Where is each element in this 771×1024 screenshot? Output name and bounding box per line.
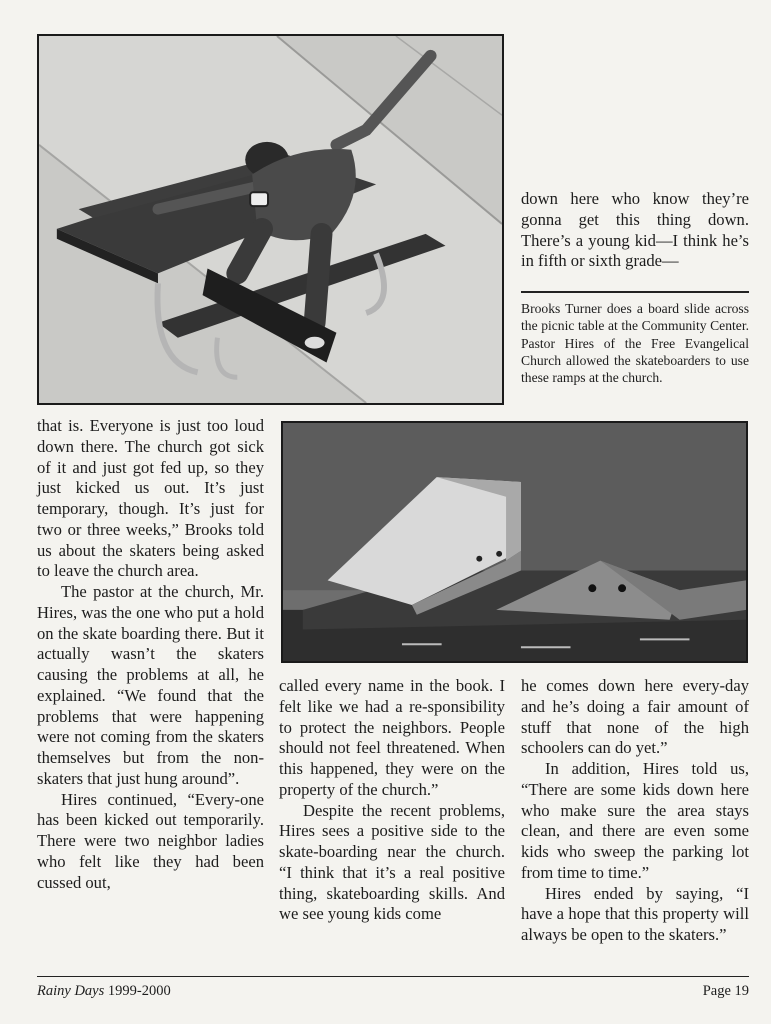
publication-year: 1999-2000 [107, 983, 171, 999]
ramps-photo [281, 421, 748, 663]
paragraph: he comes down here every-day and he’s doing a fair amount of stuff that none of the high schoolers can do yet.” [521, 676, 749, 758]
column-3 [521, 676, 749, 946]
column-3-top-text [521, 189, 749, 272]
paragraph: The pastor at the church, Mr. Hires, was the one who put a hold on the skate boarding there. But it actually wasn’t the skaters causing the problems at all, he explained. “We found that the problems that were happening were not coming from the skaters themselves but from the non-skaters that just hung around”. [37, 582, 264, 788]
column-2 [279, 676, 505, 925]
skateboarder-on-picnic-table-photo [39, 36, 502, 403]
paragraph: In addition, Hires told us, “There are some kids down here who make sure the area stays clean, and there are even some kids who sweep the parking lot from time to time.” [521, 759, 749, 882]
page-number: Page 19 [702, 983, 749, 999]
paragraph: that is. Everyone is just too loud down there. The church got sick of it and just got fed up, so they just kicked us out. It’s just temporary, though. It’s just for two or three weeks,” Brooks told us about the skaters being asked to leave the church area. [37, 416, 264, 581]
paragraph: Hires continued, “Every-one has been kicked out temporarily. There were two neighbor ladies who felt like they had been cussed out, [37, 789, 264, 892]
footer-rule [37, 976, 749, 977]
paragraph: Despite the recent problems, Hires sees a positive side to the skate-boarding near the church. “I think that it’s a real positive thing, skateboarding skills. And we see young kids come [279, 800, 505, 924]
publication-name: Rainy Days [37, 983, 105, 999]
skateboarder-photo [37, 34, 504, 405]
photo-caption: Brooks Turner does a board slide across the picnic table at the Community Center. Pastor Hires of the Free Evangelical Church allowed the skateboarders to use these ramps at the church. [521, 301, 749, 386]
skate-ramps-photo [283, 423, 746, 661]
column-1 [37, 416, 264, 893]
continuation-paragraph: down here who know they’re gonna get this thing down. There’s a young kid—I think he’s in fifth or sixth grade— [521, 189, 749, 271]
paragraph: called every name in the book. I felt like we had a re-sponsibility to protect the neighbors. People should not feel threatened. When this happened, they were on the property of the church.” [279, 676, 505, 799]
caption-divider [521, 291, 749, 293]
footer-publication [37, 983, 171, 1000]
paragraph: Hires ended by saying, “I have a hope that this property will always be open to the skaters.” [521, 883, 749, 944]
